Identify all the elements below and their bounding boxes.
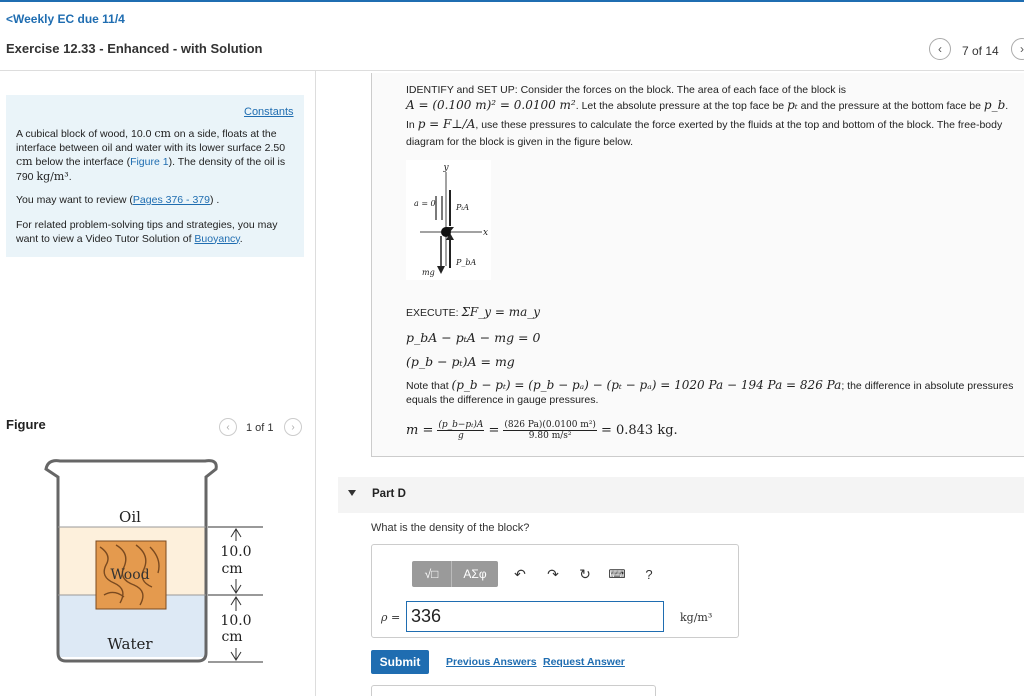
next-exercise-button[interactable] — [1011, 38, 1024, 60]
pages-link[interactable]: Pages 376 - 379 — [132, 194, 210, 206]
mass-equation: m = $\frac{\text{(p\_b−pₜ)A}}{g}$ = $\frac{\text{(826 Pa)(0.0100 m²)}}{\text{9.80 m/s²}}$ = 0.843 kg. — [406, 419, 678, 441]
fbd-bottom-force: P_bA — [456, 258, 477, 267]
top-accent-line — [0, 0, 1024, 2]
buoyancy-link[interactable]: Buoyancy — [194, 232, 240, 245]
fbd-accel: a = 0 — [414, 199, 436, 208]
template-icon: √□ — [424, 567, 439, 581]
part-d-question: What is the density of the block? — [371, 522, 530, 534]
review-text: You may want to review (Pages 376 - 379) . — [16, 194, 220, 206]
redo-icon[interactable]: ↷ — [547, 565, 559, 582]
part-d-label: Part D — [372, 488, 406, 500]
part-d-header[interactable] — [338, 477, 1024, 513]
note-line-1: Note that (p_b − pₜ) = (p_b − pₐ) − (pₜ − pₐ) = 1020 Pa − 194 Pa = 826 Pa; the difference in absolute pressures — [406, 378, 1014, 392]
undo-icon[interactable]: ↶ — [514, 565, 526, 582]
problem-text: A cubical block of wood, 10.0 cm on a side, floats at the interface between oil and water with its lower surface 2.50 cm below the interface (Figure 1). The density of the oil is 790 kg/m³. — [16, 127, 286, 183]
identify-line-3: In p = F⊥/A, use these pressures to calculate the force exerted by the fluids at the top and bottom of the block. The free-body — [406, 117, 1003, 131]
water-label: Water — [107, 635, 153, 653]
page-title: Exercise 12.33 - Enhanced - with Solution — [6, 41, 263, 56]
column-divider — [315, 71, 316, 696]
identify-line-1: IDENTIFY and SET UP: Consider the forces on the block. The area of each face of the block is — [406, 84, 847, 96]
dim-bottom-unit: cm — [221, 629, 243, 645]
fbd-top-force: PₜA — [456, 203, 470, 212]
submit-button[interactable]: Submit — [371, 650, 429, 674]
chevron-right-icon: › — [1020, 42, 1024, 56]
density-answer-input[interactable] — [406, 601, 664, 632]
note-line-2: equals the difference in gauge pressures. — [406, 394, 599, 406]
constants-link[interactable]: Constants — [244, 106, 294, 118]
help-button[interactable]: ? — [645, 566, 653, 582]
feedback-box — [371, 685, 656, 696]
execute-line: EXECUTE: ΣF_y = ma_y — [406, 305, 541, 319]
prev-exercise-button[interactable] — [929, 38, 951, 60]
identify-line-2: A = (0.100 m)² = 0.0100 m². Let the absolute pressure at the top face be pₜ and the pressure at the bottom face be p_b. — [406, 98, 1009, 112]
fbd-y-axis: y — [443, 163, 449, 173]
header-divider — [0, 70, 1024, 71]
chevron-left-icon: ‹ — [938, 42, 942, 56]
dim-top-unit: cm — [221, 561, 243, 577]
keyboard-icon[interactable]: ⌨ — [608, 567, 626, 581]
exercise-pager: 7 of 14 — [962, 44, 999, 58]
dim-bottom-value: 10.0 — [220, 613, 252, 629]
collapse-triangle-icon[interactable] — [348, 490, 356, 496]
tips-text: For related problem-solving tips and strategies, you may want to view a Video Tutor Solution of Buoyancy. — [16, 219, 278, 245]
math-template-toolbar — [412, 561, 498, 587]
figure-label: Figure — [6, 417, 46, 432]
equation-2: (p_b − pₜ)A = mg — [406, 354, 515, 369]
dim-top-value: 10.0 — [220, 544, 252, 560]
figure-next-button[interactable] — [284, 418, 302, 436]
free-body-diagram — [406, 160, 491, 280]
request-answer-link[interactable]: Request Answer — [543, 656, 625, 668]
reset-icon[interactable]: ↻ — [579, 565, 591, 582]
beaker-figure — [40, 455, 270, 670]
previous-answers-link[interactable]: Previous Answers — [446, 656, 537, 668]
chevron-left-icon: ‹ — [226, 421, 230, 433]
fbd-x-axis: x — [483, 228, 489, 238]
templates-button[interactable] — [412, 561, 452, 587]
equation-1: p_bA − pₜA − mg = 0 — [406, 330, 541, 345]
identify-line-4: diagram for the block is given in the figure below. — [406, 136, 634, 148]
fbd-weight: mg — [422, 268, 435, 277]
greek-symbols-button[interactable]: ΑΣφ — [463, 567, 487, 581]
figure-prev-button[interactable] — [219, 418, 237, 436]
wood-label: Wood — [110, 567, 150, 583]
figure-link[interactable]: Figure 1 — [130, 156, 169, 168]
oil-label: Oil — [119, 508, 141, 526]
back-link[interactable]: <Weekly EC due 11/4 — [6, 12, 125, 26]
figure-pager: 1 of 1 — [246, 422, 274, 434]
rho-label: ρ = — [381, 611, 401, 624]
density-unit: kg/m³ — [680, 611, 713, 624]
chevron-right-icon: › — [291, 421, 295, 433]
